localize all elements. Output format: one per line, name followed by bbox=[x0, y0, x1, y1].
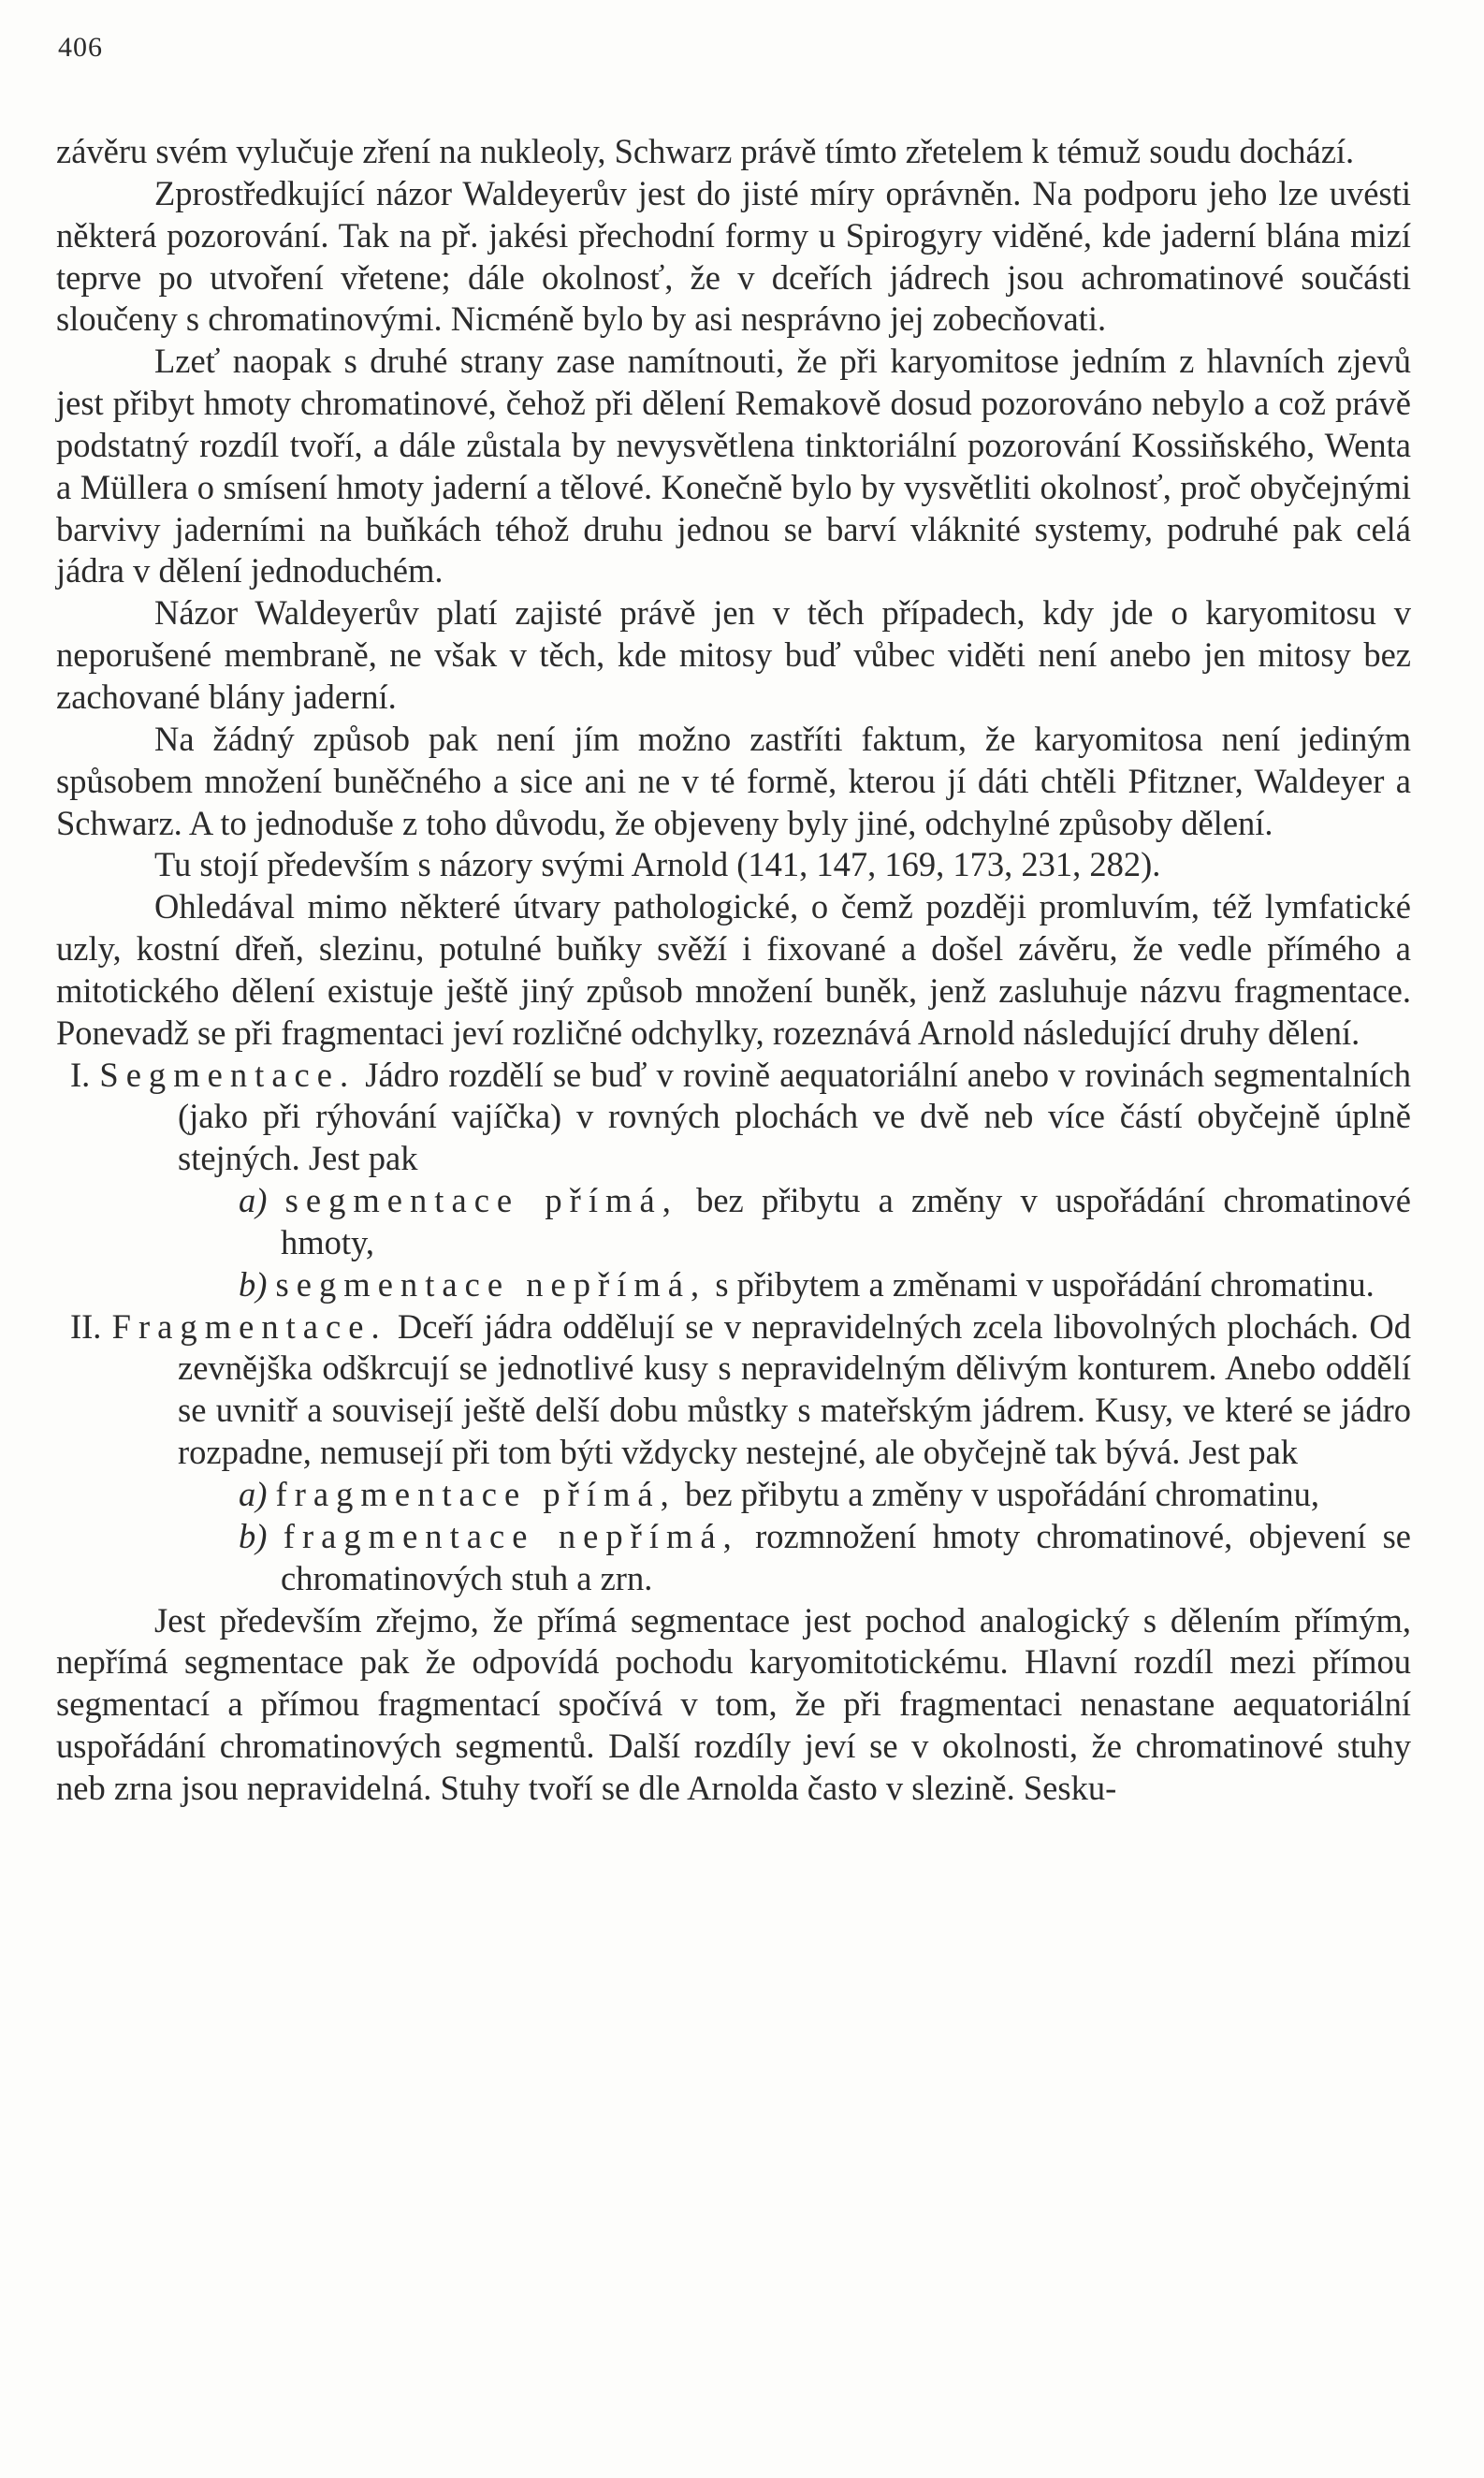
fragmentation-text: Dceří jádra oddělují se v nepravidelných zcela libovolných plochách. Od zevnějška odškrcují se jednotlivé kusy s nepravidelným dělivým konturem. Anebo oddělí se uvnitř a souvisejí ještě delší dobu můstky s mateřským jádrem. Kusy, ve které se jádro rozpadne, nemusejí při tom býti vždycky nestejné, ale obyčejně tak bývá. Jest pak bbox=[178, 1306, 1412, 1472]
fragmentation-item bbox=[56, 1306, 1411, 1474]
sub-label: b) bbox=[239, 1516, 268, 1555]
segmentation-text: Jádro rozdělí se buď v rovině aequatoriální anebo v rovinách segmentalních (jako při rýhování vajíčka) v rovných plochách ve dvě neb více částí obyčejně úplně stejných. Jest pak bbox=[178, 1055, 1411, 1178]
sub-label: a) bbox=[239, 1181, 268, 1220]
paragraph: Názor Waldeyerův platí zajisté právě jen v těch případech, kdy jde o karyomitosu v neporušené membraně, ne však v těch, kde mitosy buď vůbec viděti není anebo jen mitosy bez zachované blány jaderní. bbox=[56, 593, 1411, 716]
paragraph: závěru svém vylučuje zření na nukleoly, Schwarz právě tímto zřetelem k témuž soudu dochází. bbox=[56, 132, 1355, 170]
term-direct-fragmentation: fragmentace přímá, bbox=[275, 1475, 677, 1513]
subitem-text: rozmnožení hmoty chromatinové, objevení se chromatinových stuh a zrn. bbox=[281, 1516, 1412, 1597]
term-direct-segmentation: segmentace přímá, bbox=[284, 1181, 678, 1220]
body-text bbox=[56, 131, 1411, 1810]
sub-label: a) bbox=[239, 1475, 268, 1513]
paragraph: Ohledával mimo některé útvary pathologické, o čemž později promluvím, též lymfatické uzly, kostní dřeň, slezinu, potulné buňky svěží i fixované a došel závěru, že vedle přímého a mitotického dělení existuje ještě jiný způsob množení buněk, jenž zasluhuje názvu fragmentace. Ponevadž se při fragmentaci jeví rozličné odchylky, rozeznává Arnold následující druhy dělení. bbox=[56, 887, 1411, 1052]
subitem-text: bez přibytu a změny v uspořádání chromatinu, bbox=[684, 1475, 1320, 1513]
paragraph: Zprostředkující názor Waldeyerův jest do jisté míry oprávněn. Na podporu jeho lze uvésti některá pozorování. Tak na př. jakési přechodní formy u Spirogyry viděné, kde jaderní blána mizí teprve po utvoření vřetene; dále okolnosť, že v dceřích jádrech jsou achromatinové součásti sloučeny s chromatinovými. Nicméně bylo by asi nesprávno jej zobecňovati. bbox=[56, 173, 1411, 339]
fragmentation-subitem-b bbox=[56, 1516, 1411, 1600]
term-indirect-segmentation: segmentace nepřímá, bbox=[275, 1264, 707, 1304]
sub-label: b) bbox=[239, 1264, 268, 1304]
segmentation-item bbox=[56, 1055, 1411, 1181]
subitem-text: bez přibytu a změny v uspořádání chromatinové hmoty, bbox=[281, 1181, 1412, 1261]
page-number: 406 bbox=[58, 32, 103, 63]
paragraph: Tu stojí především s názory svými Arnold (141, 147, 169, 173, 231, 282). bbox=[154, 845, 1161, 884]
fragmentation-subitem-a bbox=[56, 1474, 1411, 1516]
term-fragmentation: Fragmentace. bbox=[111, 1306, 387, 1346]
list-numeral: II. bbox=[70, 1306, 102, 1346]
paragraph: Na žádný způsob pak není jím možno zastříti faktum, že karyomitosa není jediným spůsobem množení buněčného a sice ani ne v té formě, kterou jí dáti chtěli Pfitzner, Waldeyer a Schwarz. A to jednoduše z toho důvodu, že objeveny byly jiné, odchylné způsoby dělení. bbox=[56, 719, 1411, 842]
list-numeral: I. bbox=[70, 1055, 91, 1094]
segmentation-subitem-b bbox=[56, 1264, 1411, 1306]
term-segmentation: Segmentace. bbox=[99, 1055, 356, 1094]
segmentation-subitem-a bbox=[56, 1180, 1411, 1264]
paragraph: Jest především zřejmo, že přímá segmentace jest pochod analogický s dělením přímým, nepřímá segmentace pak že odpovídá pochodu karyomitotickému. Hlavní rozdíl mezi přímou segmentací a přímou fragmentací spočívá v tom, že při fragmentaci nenastane aequatoriální uspořádání chromatinových segmentů. Další rozdíly jeví se v okolnosti, že chromatinové stuhy neb zrna jsou nepravidelná. Stuhy tvoří se dle Arnolda často v slezině. Sesku- bbox=[56, 1600, 1411, 1807]
paragraph: Lzeť naopak s druhé strany zase namítnouti, že při karyomitose jedním z hlavních zjevů jest přibyt hmoty chromatinové, čehož při dělení Remakově dosud pozorováno nebylo a což právě podstatný rozdíl tvoří, a dále zůstala by nevysvětlena tinktoriální pozorování Kossiňského, Wenta a Müllera o smísení hmoty jaderní a tělové. Konečně bylo by vysvětliti okolnosť, proč obyčejnými barvivy jaderními na buňkách téhož druhu jednou se barví vláknité systemy, podruhé pak celá jádra v dělení jednoduchém. bbox=[56, 342, 1411, 590]
subitem-text: s přibytem a změnami v uspořádání chromatinu. bbox=[715, 1264, 1375, 1304]
term-indirect-fragmentation: fragmentace nepřímá, bbox=[283, 1516, 739, 1555]
